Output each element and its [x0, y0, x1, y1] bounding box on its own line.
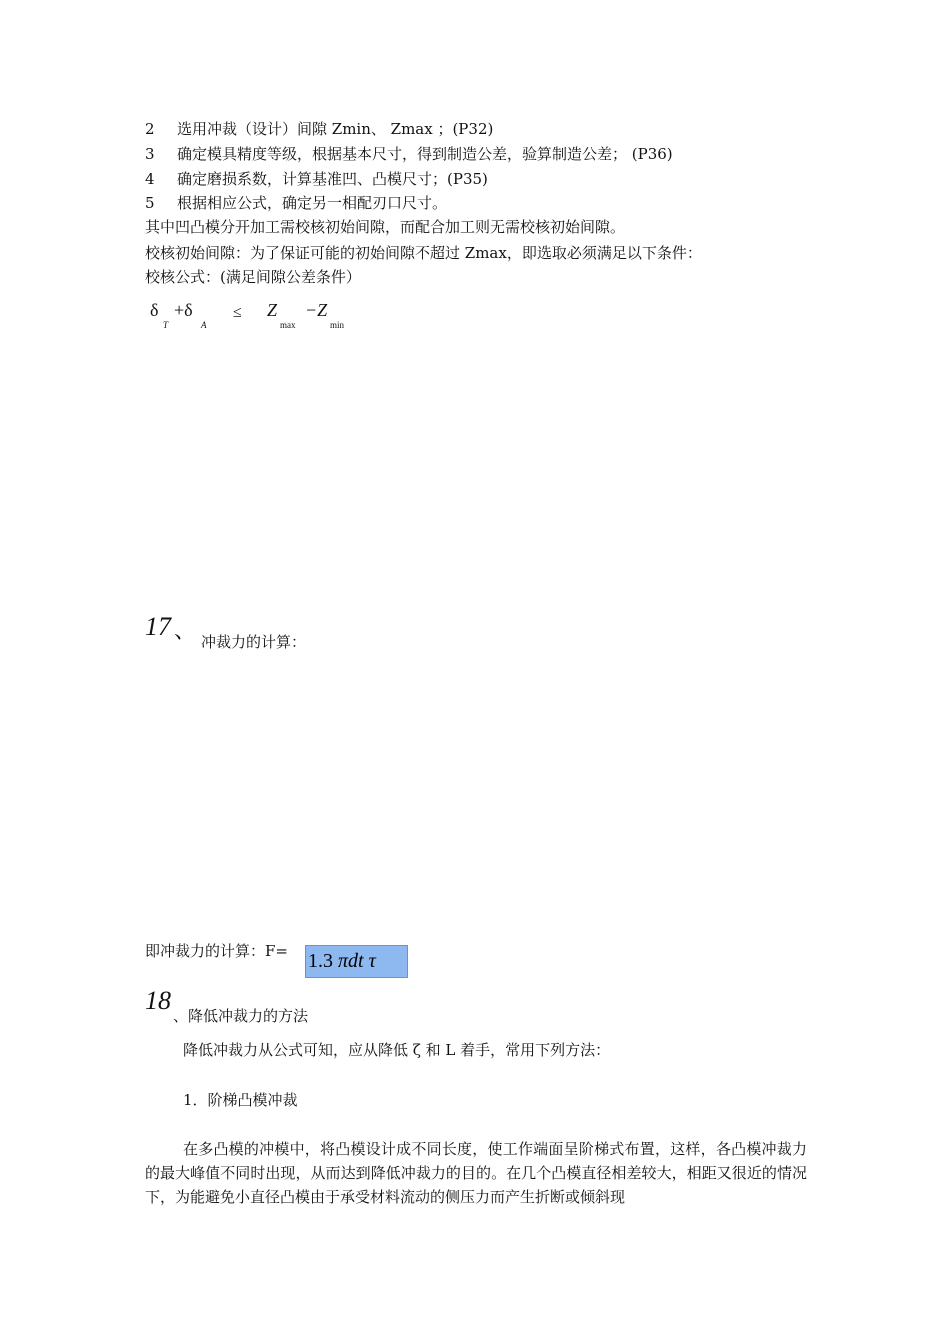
section-heading-17	[145, 612, 445, 652]
formula-plus-delta: +δ	[174, 300, 193, 320]
step-item	[145, 144, 673, 164]
step-number: 2	[145, 120, 155, 138]
intro-paragraph: 降低冲裁力从公式可知，应从降低 ζ 和 L 着手，常用下列方法：	[183, 1041, 611, 1059]
force-label: 即冲裁力的计算：F=	[145, 942, 288, 960]
step-number: 3	[145, 145, 155, 163]
formula-variables: πdt τ	[338, 950, 376, 972]
check-formula	[150, 300, 410, 334]
formula-subscript: max	[280, 320, 296, 330]
section-heading-18	[145, 986, 445, 1026]
formula-minus-z: −Z	[305, 300, 328, 320]
note-paragraph: 校核公式：(满足间隙公差条件）	[145, 268, 361, 286]
step-text: 确定模具精度等级，根据基本尺寸，得到制造公差，验算制造公差； (P36)	[177, 145, 673, 163]
force-formula	[305, 945, 408, 978]
step-number: 5	[145, 194, 155, 212]
formula-leq: ≤	[233, 304, 242, 321]
method-heading: 1．阶梯凸模冲裁	[183, 1091, 298, 1109]
step-text: 根据相应公式，确定另一相配刃口尺寸。	[177, 194, 448, 212]
step-item	[145, 169, 488, 189]
section-number: 18	[145, 986, 171, 1015]
section-title: 、降低冲裁力的方法	[173, 1007, 309, 1025]
formula-coefficient: 1.3	[308, 950, 338, 972]
formula-subscript: min	[330, 320, 345, 330]
step-text: 选用冲裁（设计）间隙 Zmin、 Zmax ；(P32)	[177, 120, 494, 138]
formula-delta: δ	[150, 300, 159, 320]
note-paragraph: 其中凹凸模分开加工需校核初始间隙，而配合加工则无需校核初始间隙。	[145, 218, 626, 236]
formula-subscript: A	[201, 320, 207, 330]
note-paragraph: 校核初始间隙：为了保证可能的初始间隙不超过 Zmax，即选取必须满足以下条件：	[145, 244, 702, 262]
section-separator: 、	[174, 619, 197, 644]
step-text: 确定磨损系数，计算基准凹、凸模尺寸；(P35)	[177, 170, 488, 188]
step-item	[145, 193, 447, 213]
section-number: 17	[145, 612, 171, 641]
section-title: 冲裁力的计算：	[201, 633, 307, 651]
step-number: 4	[145, 170, 155, 188]
formula-z: Z	[267, 300, 278, 320]
method-paragraph: 在多凸模的冲模中，将凸模设计成不同长度，使工作端面呈阶梯式布置，这样，各凸模冲裁力的最大峰值不同时出现，从而达到降低冲裁力的目的。在几个凸模直径相差较大，相距又很近的情况下，为能避免小直径凸模由于承受材料流动的侧压力而产生折断或倾斜现	[145, 1140, 807, 1206]
formula-subscript: T	[163, 320, 169, 330]
step-item	[145, 119, 493, 139]
